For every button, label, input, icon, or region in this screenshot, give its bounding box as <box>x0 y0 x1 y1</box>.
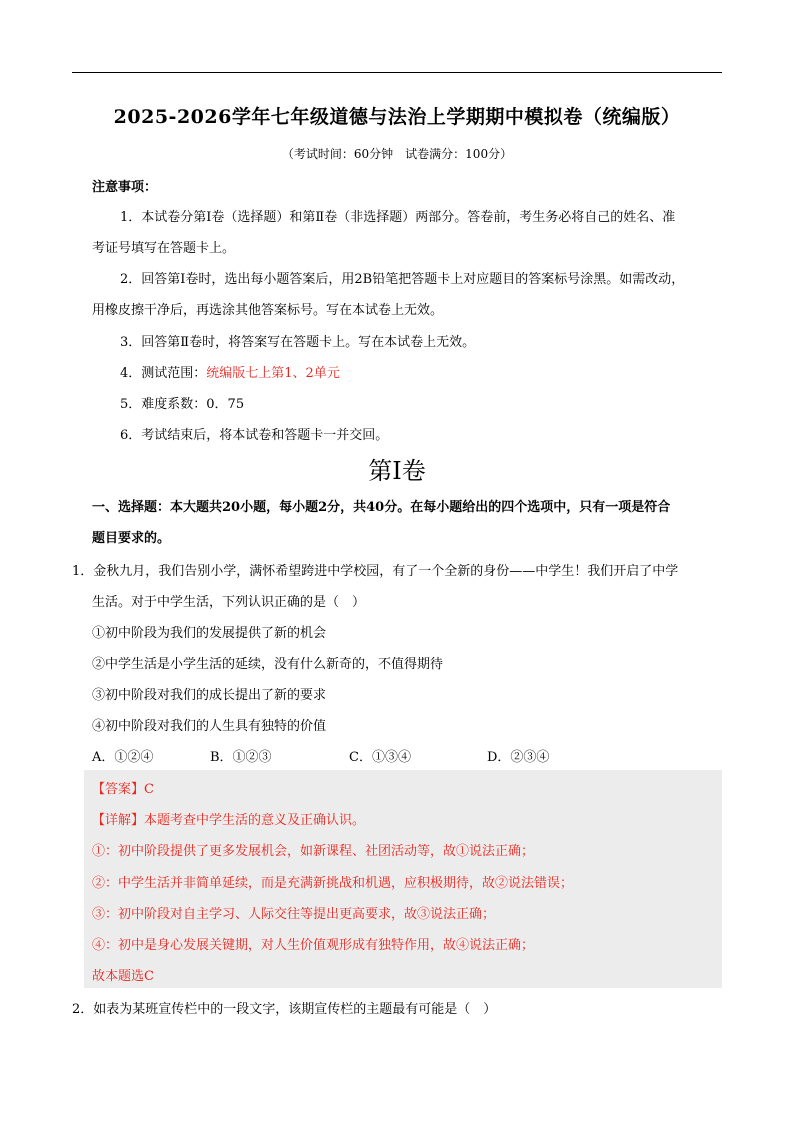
notice-heading: 注意事项： <box>92 180 158 195</box>
question-1-explanation-2: ①：初中阶段提供了更多发展机会，如新课程、社团活动等，故①说法正确； <box>92 844 535 859</box>
section-title: 第Ⅰ卷 <box>368 457 426 485</box>
question-1-stem-line-1: 1．金秋九月，我们告别小学，满怀希望跨进中学校园，有了一个全新的身份——中学生！我们开启了中学 <box>72 564 679 579</box>
question-1-explanation-1: 【详解】本题考查中学生活的意义及正确认识。 <box>92 813 366 828</box>
notice-item-1-line-2: 考证号填写在答题卡上。 <box>92 241 236 256</box>
question-1-statement-4: ④初中阶段对我们的人生具有独特的价值 <box>92 719 327 734</box>
section-instruction-line-1: 一、选择题：本大题共20小题，每小题2分，共40分。在每小题给出的四个选项中，只有一项是符合 <box>92 500 671 515</box>
test-scope-value: 统编版七上第1、2单元 <box>206 366 340 381</box>
notice-item-2-line-2: 用橡皮擦干净后，再选涂其他答案标号。写在本试卷上无效。 <box>92 303 444 318</box>
question-1-option-b: B．①②③ <box>210 750 272 765</box>
notice-item-4-label: 4．测试范围： <box>120 366 207 381</box>
question-1-answer: 【答案】C <box>92 782 154 797</box>
question-1-option-c: C．①③④ <box>349 750 411 765</box>
header-rule <box>72 72 722 73</box>
exam-subtitle: （考试时间：60分钟 试卷满分：100分） <box>281 147 513 161</box>
notice-item-5: 5．难度系数：0．75 <box>120 397 245 412</box>
question-1-explanation-5: ④：初中是身心发展关键期，对人生价值观形成有独特作用，故④说法正确； <box>92 938 535 953</box>
notice-item-2-line-1: 2．回答第Ⅰ卷时，选出每小题答案后，用2B铅笔把答题卡上对应题目的答案标号涂黑。如需改动， <box>120 272 685 287</box>
question-1-explanation-4: ③：初中阶段对自主学习、人际交往等提出更高要求，故③说法正确； <box>92 907 496 922</box>
notice-item-3: 3．回答第Ⅱ卷时，将答案写在答题卡上。写在本试卷上无效。 <box>120 335 476 350</box>
question-1-explanation-3: ②：中学生活并非简单延续，而是充满新挑战和机遇，应积极期待，故②说法错误； <box>92 876 574 891</box>
section-instruction-line-2: 题目要求的。 <box>92 531 171 546</box>
question-1-statement-2: ②中学生活是小学生活的延续，没有什么新奇的，不值得期待 <box>92 657 444 672</box>
exam-title: 2025-2026学年七年级道德与法治上学期期中模拟卷（统编版） <box>113 106 681 128</box>
notice-item-1-line-1: 1．本试卷分第Ⅰ卷（选择题）和第Ⅱ卷（非选择题）两部分。答卷前，考生务必将自己的姓名、准 <box>120 210 676 225</box>
question-1-option-d: D．②③④ <box>487 750 550 765</box>
notice-item-4 <box>120 362 340 381</box>
question-1-conclusion: 故本题选C <box>92 969 154 984</box>
question-1-option-a: A．①②④ <box>92 750 154 765</box>
question-2-stem-line-1: 2．如表为某班宣传栏中的一段文字，该期宣传栏的主题最有可能是（ ） <box>72 1002 497 1017</box>
question-1-stem-line-2: 生活。对于中学生活，下列认识正确的是（ ） <box>92 595 366 610</box>
question-1-statement-1: ①初中阶段为我们的发展提供了新的机会 <box>92 626 327 641</box>
notice-item-6: 6．考试结束后，将本试卷和答题卡一并交回。 <box>120 428 389 443</box>
question-1-statement-3: ③初中阶段对我们的成长提出了新的要求 <box>92 688 327 703</box>
